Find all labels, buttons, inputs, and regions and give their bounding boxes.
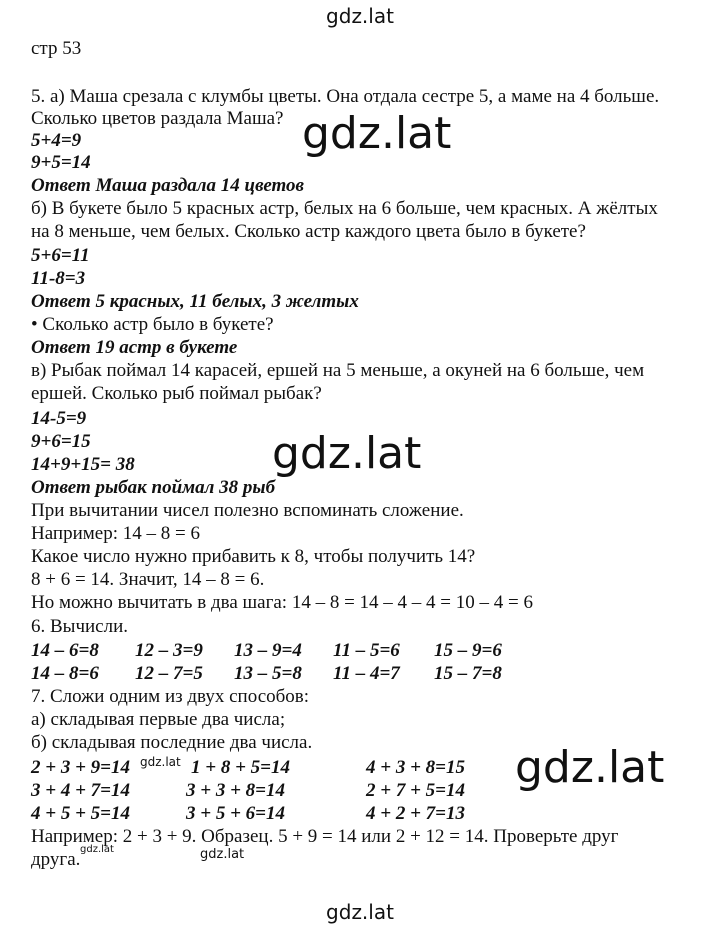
task6-cell: 12 – 3=9 [135, 640, 203, 661]
watermark-large: gdz.lat [515, 742, 665, 793]
page-label: стр 53 [31, 38, 82, 59]
task5a-calc1: 5+4=9 [31, 130, 82, 151]
watermark-top: gdz.lat [326, 4, 394, 28]
task7-example-line1: Например: 2 + 3 + 9. Образец. 5 + 9 = 14 или 2 + 12 = 14. Проверьте друг [31, 826, 619, 847]
task7-option-a: а) складывая первые два числа; [31, 709, 286, 730]
tip-line3: Какое число нужно прибавить к 8, чтобы получить 14? [31, 546, 476, 567]
task5b-text-line1: б) В букете было 5 красных астр, белых на 6 больше, чем красных. А жёлтых [31, 198, 658, 219]
task7-cell: 2 + 7 + 5=14 [366, 780, 465, 801]
task5a-text-line1: 5. а) Маша срезала с клумбы цветы. Она отдала сестре 5, а маме на 4 больше. [31, 86, 660, 107]
task5c-answer: Ответ рыбак поймал 38 рыб [31, 477, 276, 498]
task7-title: 7. Сложи одним из двух способов: [31, 686, 310, 707]
task5b-text-line2: на 8 меньше, чем белых. Сколько астр каждого цвета было в букете? [31, 221, 586, 242]
task5b-answer2: Ответ 19 астр в букете [31, 337, 238, 358]
task6-cell: 15 – 7=8 [434, 663, 502, 684]
watermark-small: gdz.lat [80, 844, 114, 855]
tip-line1: При вычитании чисел полезно вспоминать сложение. [31, 500, 464, 521]
task6-cell: 11 – 5=6 [333, 640, 400, 661]
task6-cell: 13 – 5=8 [234, 663, 302, 684]
task6-cell: 11 – 4=7 [333, 663, 400, 684]
task7-cell: 4 + 3 + 8=15 [366, 757, 465, 778]
watermark-large: gdz.lat [272, 428, 422, 479]
task6-cell: 15 – 9=6 [434, 640, 502, 661]
task6-title: 6. Вычисли. [31, 616, 128, 637]
tip-line2: Например: 14 – 8 = 6 [31, 523, 200, 544]
task6-cell: 12 – 7=5 [135, 663, 203, 684]
task5c-calc3: 14+9+15= 38 [31, 454, 135, 475]
task5a-calc2: 9+5=14 [31, 152, 91, 173]
task6-cell: 14 – 6=8 [31, 640, 99, 661]
task7-cell: 4 + 2 + 7=13 [366, 803, 465, 824]
task5b-calc1: 5+6=11 [31, 245, 90, 266]
watermark-small: gdz.lat [140, 755, 181, 769]
task5c-text-line2: ершей. Сколько рыб поймал рыбак? [31, 383, 322, 404]
task7-example-line2: друга. [31, 849, 81, 870]
task5b-question2: • Сколько астр было в букете? [31, 314, 274, 335]
task6-cell: 13 – 9=4 [234, 640, 302, 661]
task5c-calc1: 14-5=9 [31, 408, 87, 429]
task7-option-b: б) складывая последние два числа. [31, 732, 313, 753]
tip-line5: Но можно вычитать в два шага: 14 – 8 = 14 – 4 – 4 = 10 – 4 = 6 [31, 592, 533, 613]
watermark-small: gdz.lat [200, 847, 245, 862]
task7-cell: 3 + 5 + 6=14 [186, 803, 285, 824]
task7-cell: 4 + 5 + 5=14 [31, 803, 130, 824]
task5a-text-line2: Сколько цветов раздала Маша? [31, 108, 284, 129]
task5c-calc2: 9+6=15 [31, 431, 91, 452]
task7-cell: 3 + 3 + 8=14 [186, 780, 285, 801]
tip-line4: 8 + 6 = 14. Значит, 14 – 8 = 6. [31, 569, 265, 590]
task7-cell: 2 + 3 + 9=14 [31, 757, 130, 778]
task7-cell: 1 + 8 + 5=14 [191, 757, 290, 778]
task5a-answer: Ответ Маша раздала 14 цветов [31, 175, 305, 196]
watermark-large: gdz.lat [302, 108, 452, 159]
task5c-text-line1: в) Рыбак поймал 14 карасей, ершей на 5 меньше, а окуней на 6 больше, чем [31, 360, 645, 381]
task5b-calc2: 11-8=3 [31, 268, 86, 289]
task7-cell: 3 + 4 + 7=14 [31, 780, 130, 801]
task5b-answer: Ответ 5 красных, 11 белых, 3 желтых [31, 291, 359, 312]
watermark-bottom: gdz.lat [326, 900, 394, 924]
task6-cell: 14 – 8=6 [31, 663, 99, 684]
